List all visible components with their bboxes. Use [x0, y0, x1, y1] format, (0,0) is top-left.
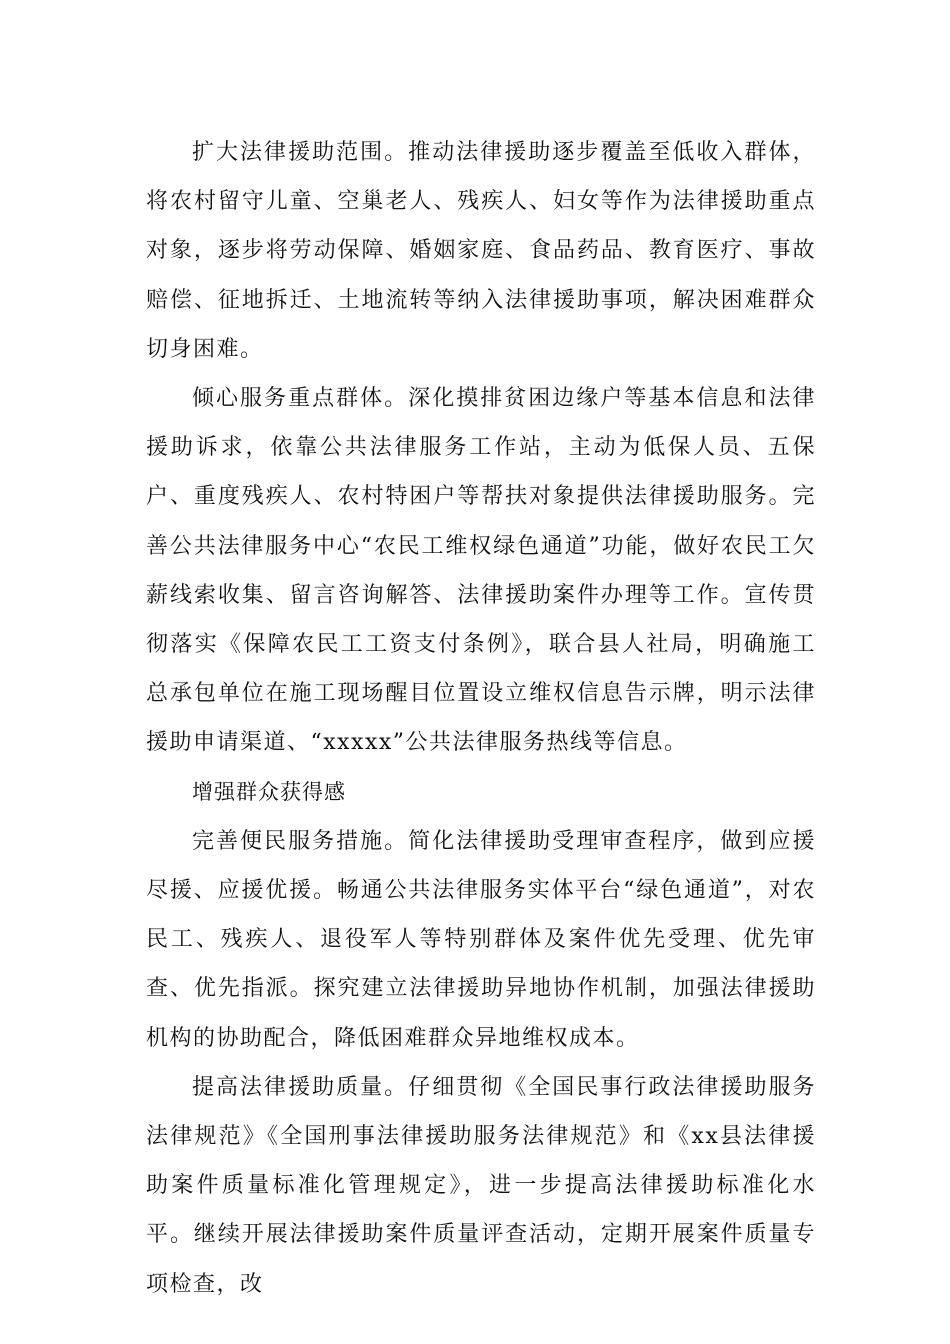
paragraph-key-groups: 倾心服务重点群体。深化摸排贫困边缘户等基本信息和法律援助诉求，依靠公共法律服务工作站，主动为低保人员、五保户、重度残疾人、农村特困户等帮扶对象提供法律援助服务。完善公共法律服务中心“农民工维权绿色通道”功能，做好农民工欠薪线索收集、留言咨询解答、法律援助案件办理等工作。宣传贯彻落实《保障农民工工资支付条例》，联合县人社局，明确施工总承包单位在施工现场醒目位置设立维权信息告示牌，明示法律援助申请渠道、“xxxxx”公共法律服务热线等信息。	[146, 386, 816, 756]
paragraph-quality-improvement: 提高法律援助质量。仔细贯彻《全国民事行政法律援助服务法律规范》《全国刑事法律援助服务法律规范》和《xx县法律援助案件质量标准化管理规定》，进一步提高法律援助标准化水平。继续开展法律援助案件质量评查活动，定期开展案件质量专项检查，改	[146, 1074, 816, 1297]
paragraph-expand-scope: 扩大法律援助范围。推动法律援助逐步覆盖至低收入群体，将农村留守儿童、空巢老人、残疾人、妇女等作为法律援助重点对象，逐步将劳动保障、婚姻家庭、食品药品、教育医疗、事故赔偿、征地拆迁、土地流转等纳入法律援助事项，解决困难群众切身困难。	[146, 140, 816, 362]
document-body	[146, 128, 816, 1309]
section-heading: 增强群众获得感	[192, 779, 346, 804]
paragraph-convenience-measures: 完善便民服务措施。简化法律援助受理审查程序，做到应援尽援、应援优援。畅通公共法律服务实体平台“绿色通道”，对农民工、残疾人、退役军人等特别群体及案件优先受理、优先审查、优先指派。探究建立法律援助异地协作机制，加强法律援助机构的协助配合，降低困难群众异地维权成本。	[146, 828, 816, 1051]
